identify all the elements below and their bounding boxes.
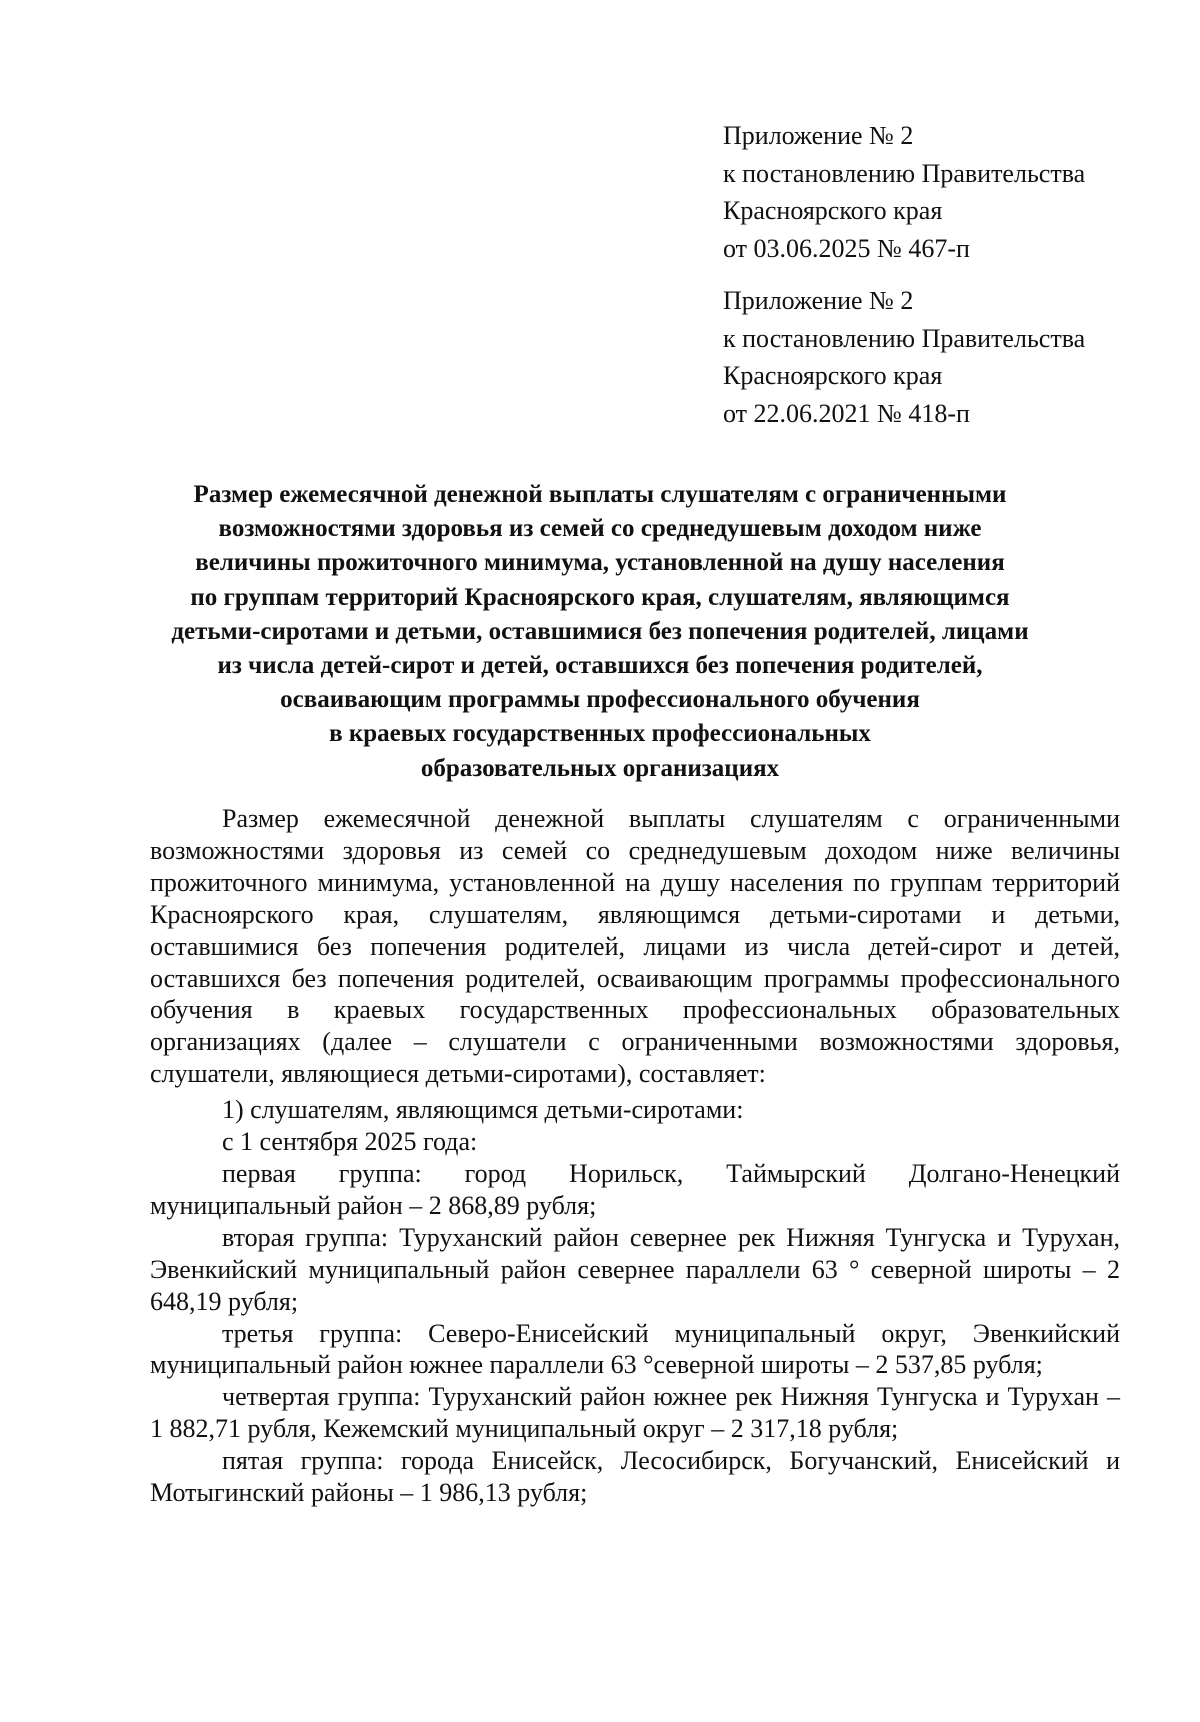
annex-line: к постановлению Правительства — [723, 323, 1086, 353]
group-fifth: пятая группа: города Енисейск, Лесосибирск, Богучанский, Енисейский и Мотыгинский районы – 1 986,13 рубля; — [150, 1446, 1120, 1508]
annex-line: от 03.06.2025 № 467-п — [723, 233, 970, 263]
effective-date: с 1 сентября 2025 года: — [222, 1127, 478, 1157]
annex-line: к постановлению Правительства — [723, 158, 1086, 188]
title-line: величины прожиточного минимума, установленной на душу населения — [195, 549, 1005, 577]
list-item-1: 1) слушателям, являющимся детьми-сиротами: — [222, 1095, 744, 1125]
annex-header-original — [723, 282, 1085, 432]
annex-line: Приложение № 2 — [723, 286, 914, 315]
annex-line: Красноярского края — [723, 361, 943, 390]
group-second: вторая группа: Туруханский район севернее рек Нижняя Тунгуска и Турухан, Эвенкийский муниципальный район севернее параллели 63 ° северной широты – 2 648,19 рубля; — [150, 1222, 1120, 1316]
annex-line: Красноярского края — [723, 196, 943, 225]
group-first: первая группа: город Норильск, Таймырский Долгано-Ненецкий муниципальный район – 2 868,89 рубля; — [150, 1158, 1120, 1220]
document-body — [150, 803, 1120, 1509]
title-line: осваивающим программы профессионального обучения — [280, 686, 920, 714]
annex-header-current — [723, 117, 1085, 267]
title-line: из числа детей-сирот и детей, оставшихся без попечения родителей, — [217, 652, 983, 680]
title-line: возможностями здоровья из семей со среднедушевым доходом ниже — [218, 515, 982, 543]
annex-line: от 22.06.2021 № 418-п — [723, 398, 970, 428]
title-line: Размер ежемесячной денежной выплаты слушателям с ограниченными — [193, 481, 1007, 508]
group-fourth: четвертая группа: Туруханский район южнее рек Нижняя Тунгуска и Турухан – 1 882,71 рубля, Кежемский муниципальный округ – 2 317,18 рубля; — [150, 1382, 1120, 1444]
title-line: детьми-сиротами и детьми, оставшимися без попечения родителей, лицами — [171, 617, 1029, 645]
title-line: по группам территорий Красноярского края, слушателям, являющимся — [190, 583, 1010, 611]
document-title — [150, 478, 1050, 786]
intro-paragraph: Размер ежемесячной денежной выплаты слушателям с ограниченными возможностями здоровья из семей со среднедушевым доходом ниже величины прожиточного минимума, установленной на душу населения по группам территорий Красноярского края, слушателям, являющимся детьми-сиротами и детьми, оставшимися без попечения родителей, лицами из числа детей-сирот и детей, оставшихся без попечения родителей, осваивающим программы профессионального обучения в краевых государственных профессиональных образовательных организациях (далее – слушатели с ограниченными возможностями здоровья, слушатели, являющиеся детьми-сиротами), составляет: — [150, 804, 1120, 1089]
title-line: в краевых государственных профессиональных — [329, 720, 871, 748]
group-third: третья группа: Северо-Енисейский муниципальный округ, Эвенкийский муниципальный район южнее параллели 63 °северной широты – 2 537,85 рубля; — [150, 1318, 1120, 1380]
title-line: образовательных организациях — [420, 754, 780, 782]
annex-line: Приложение № 2 — [723, 121, 914, 150]
